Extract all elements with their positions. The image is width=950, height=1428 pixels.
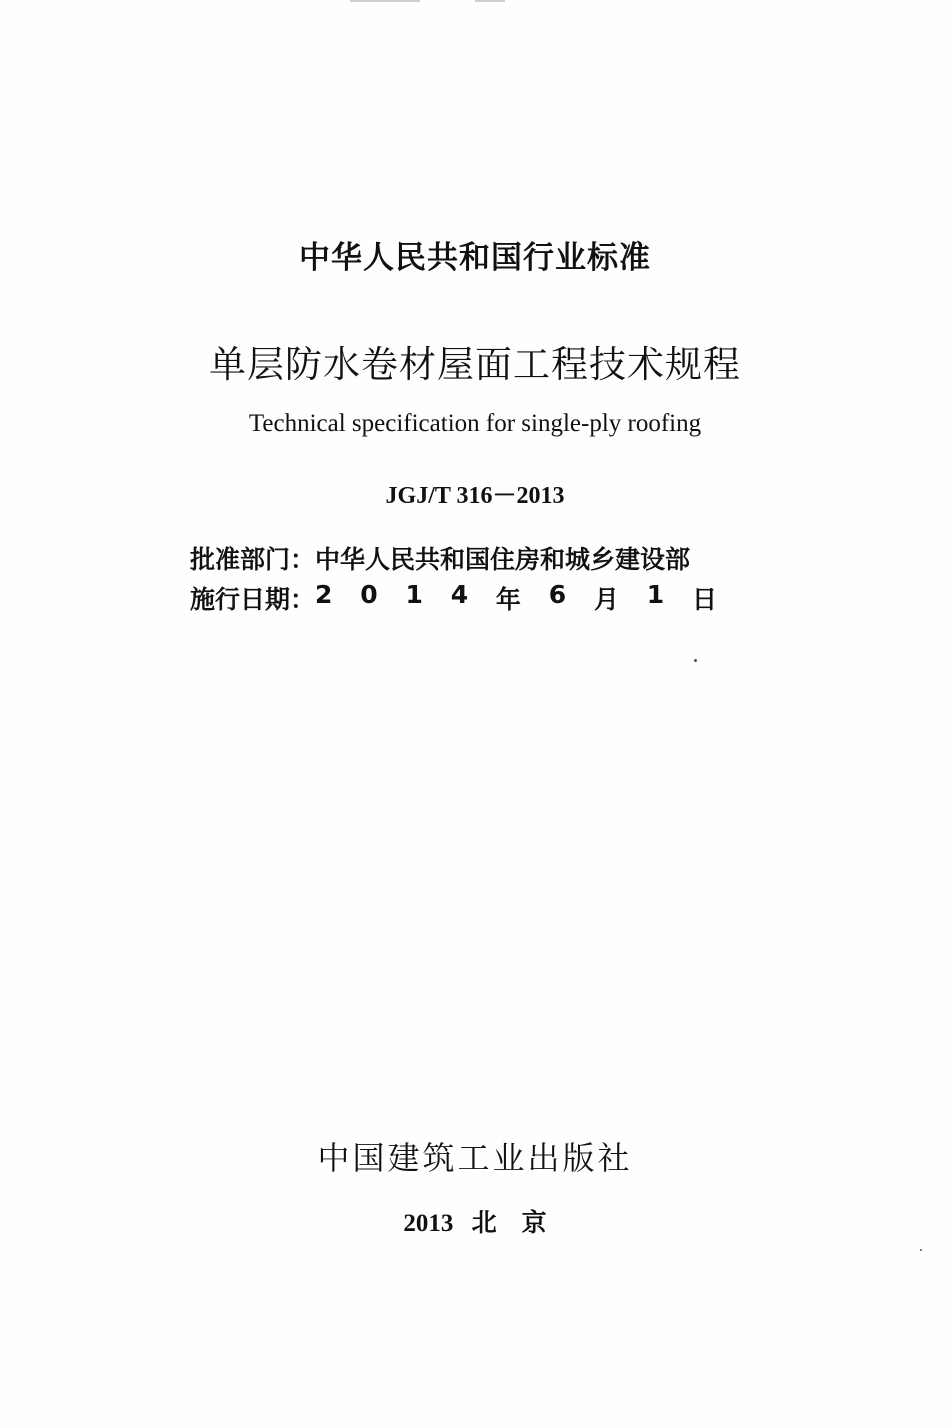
scan-speck: [920, 1249, 922, 1251]
imprint: [0, 1203, 950, 1239]
date-char: 2: [315, 580, 333, 609]
date-char: 年: [495, 585, 521, 614]
publisher: 中国建筑工业出版社: [317, 1139, 633, 1177]
effective-date: [190, 580, 750, 616]
title-english: Technical specification for single-ply roofing: [248, 410, 702, 437]
effective-date-label: 施行日期: [190, 585, 291, 614]
date-char: 0: [360, 580, 378, 609]
approval-authority: [190, 540, 750, 576]
date-char: 月: [593, 585, 619, 614]
effective-date-value: [315, 580, 717, 616]
date-char: 1: [405, 580, 423, 609]
imprint-year: 2013: [403, 1210, 454, 1237]
date-char: 6: [548, 580, 567, 609]
approval-separator: ：: [290, 545, 316, 574]
imprint-city: 北 京: [471, 1210, 547, 1237]
approval-label: 批准部门: [190, 545, 291, 574]
standard-category: 中华人民共和国行业标准: [299, 240, 651, 276]
title-chinese: 单层防水卷材屋面工程技术规程: [209, 343, 741, 386]
date-char: 4: [450, 580, 469, 609]
date-char: 日: [692, 585, 718, 614]
standard-code: JGJ/T 316－2013: [385, 483, 565, 509]
scan-edge-mark: [475, 0, 505, 2]
scan-speck: [694, 659, 697, 662]
effective-date-separator: ：: [290, 585, 316, 614]
date-char: 1: [646, 580, 665, 609]
scan-edge-mark: [350, 0, 420, 2]
approval-value: 中华人民共和国住房和城乡建设部: [315, 545, 691, 574]
